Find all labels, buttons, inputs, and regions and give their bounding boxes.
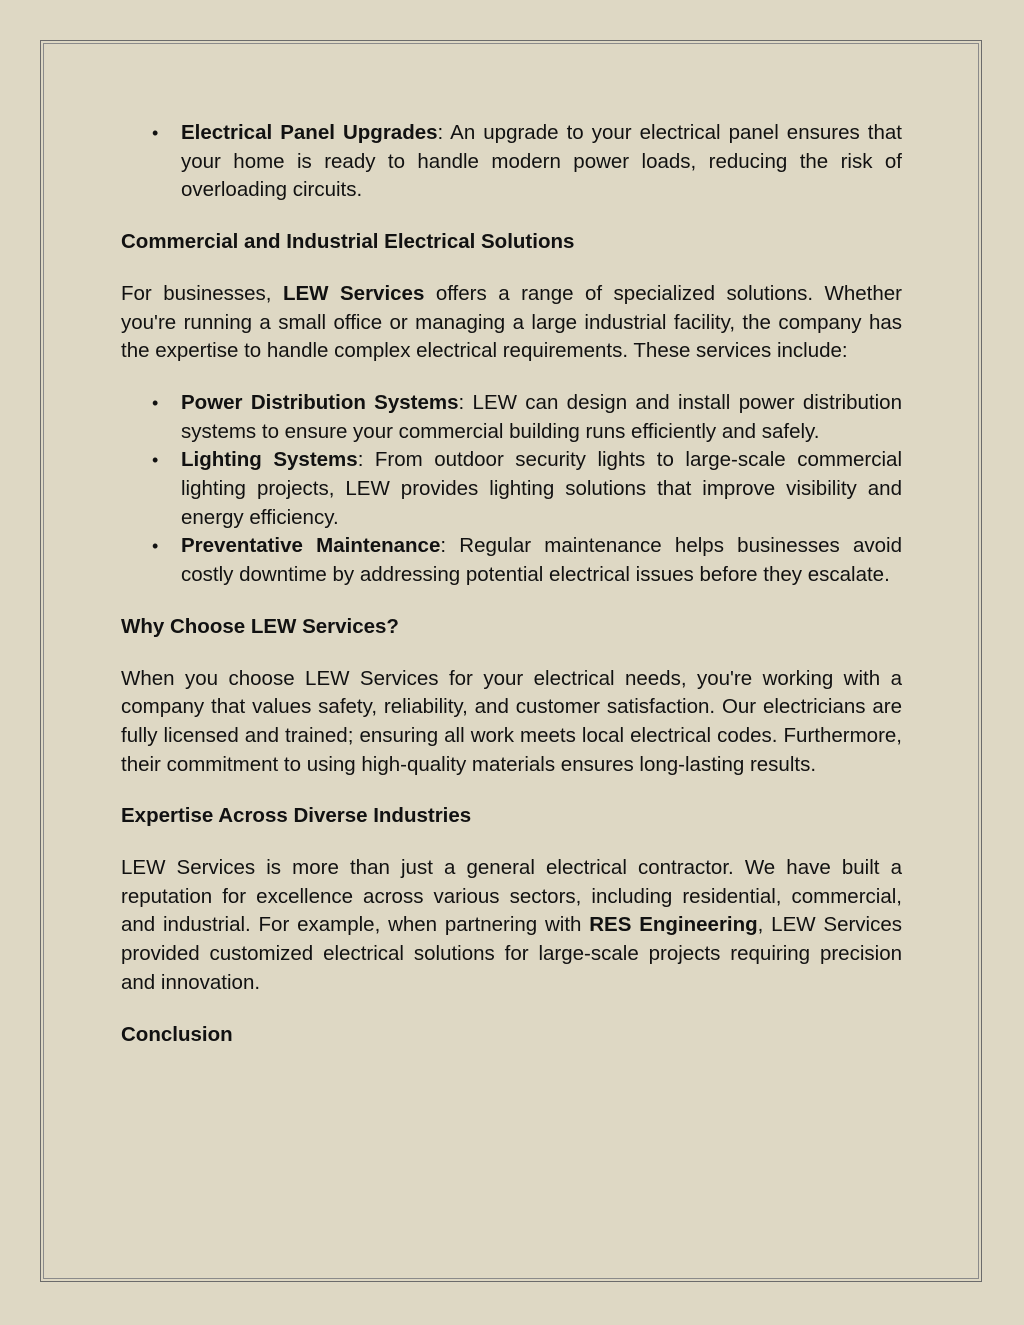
bullet-list-services xyxy=(121,389,902,590)
list-item xyxy=(181,446,902,532)
list-item xyxy=(181,532,902,589)
paragraph-expertise xyxy=(121,854,902,998)
list-item-term: Preventative Maintenance xyxy=(181,534,441,558)
section-heading-why-choose: Why Choose LEW Services? xyxy=(121,614,399,638)
bullet-list-top xyxy=(121,119,902,205)
list-item-text: : An upgrade to your electrical panel ensures that your home is ready to handle modern power loads, reducing the risk of overloading circuits. xyxy=(181,121,902,202)
list-item-term: Power Distribution Systems xyxy=(181,390,459,414)
text-span: For businesses, xyxy=(121,281,283,305)
paragraph-commercial xyxy=(121,280,902,366)
text-span: offers a range of specialized solutions. Whether you're running a small office or managing a large industrial facility, the company has the expertise to handle complex electrical requirements. These services include: xyxy=(121,281,902,363)
list-item-term: Electrical Panel Upgrades xyxy=(181,121,438,144)
list-item-term: Lighting Systems xyxy=(181,448,358,472)
text-span: LEW Services is more than just a general electrical contractor. We have built a reputation for excellence across various sectors, including residential, commercial, and industrial. For example, when partnering with xyxy=(121,856,902,937)
paragraph-why-choose: When you choose LEW Services for your electrical needs, you're working with a company that values safety, reliability, and customer satisfaction. Our electricians are fully licensed and trained; ensuring all work meets local electrical codes. Furthermore, their commitment to using high-quality materials ensures long-lasting results. xyxy=(121,666,902,776)
section-heading-expertise: Expertise Across Diverse Industries xyxy=(121,804,472,828)
bold-text: RES Engineering xyxy=(589,913,758,937)
list-item-text: : Regular maintenance helps businesses avoid costly downtime by addressing potential electrical issues before they escalate. xyxy=(181,534,902,587)
section-heading-commercial: Commercial and Industrial Electrical Solutions xyxy=(121,230,575,254)
bold-text: LEW Services xyxy=(282,281,425,305)
list-item xyxy=(181,389,902,446)
section-heading-conclusion: Conclusion xyxy=(121,1022,233,1046)
text-span: , LEW Services provided customized electrical solutions for large-scale projects requiring precision and innovation. xyxy=(121,913,902,994)
document-body xyxy=(121,119,902,1049)
list-item xyxy=(181,119,902,205)
list-item-text: : From outdoor security lights to large-scale commercial lighting projects, LEW provides lighting solutions that improve visibility and energy efficiency. xyxy=(181,448,903,529)
list-item-text: : LEW can design and install power distribution systems to ensure your commercial building runs efficiently and safely. xyxy=(181,390,902,443)
